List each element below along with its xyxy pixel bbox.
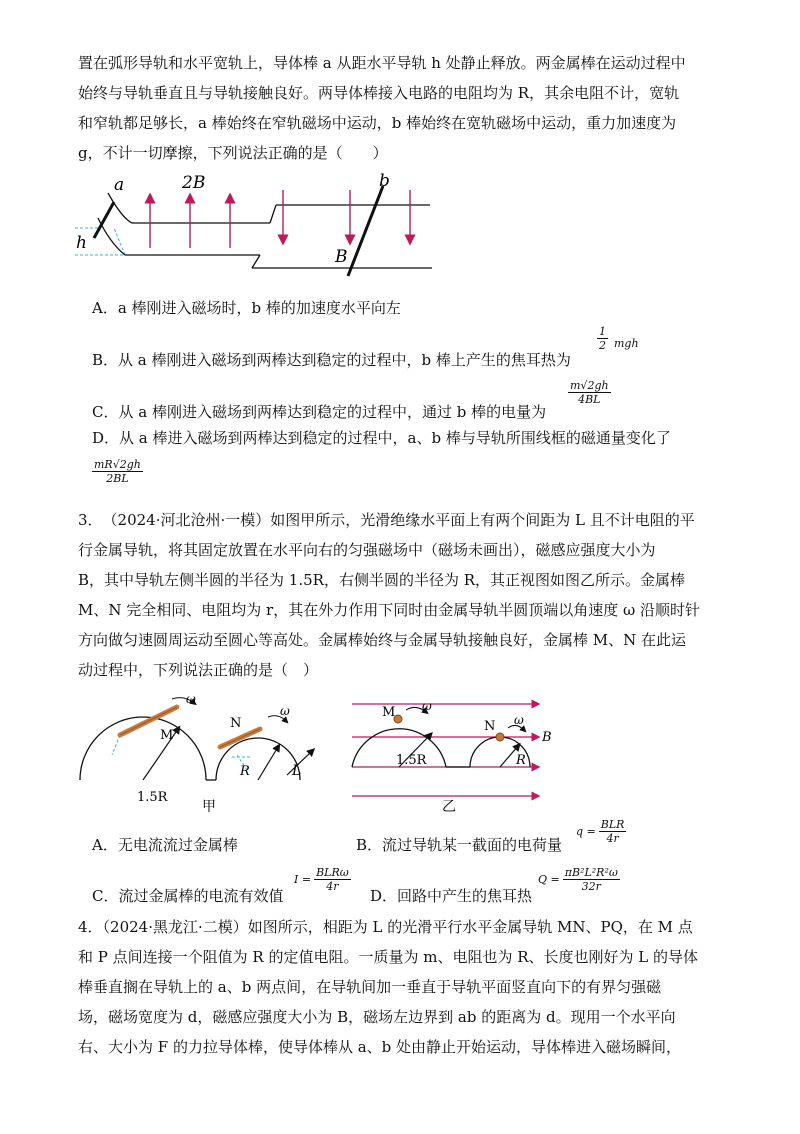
q2-option-B-frac: $\frac{1}{2}$ — [599, 325, 606, 352]
label-R: R — [240, 764, 250, 779]
label-2B: 2B — [182, 173, 206, 193]
caption-yi: 乙 — [442, 799, 456, 815]
label-omega-M-yi: ω — [422, 699, 432, 713]
q2-stem-line-2: 始终与导轨垂直且与导轨接触良好。两导体棒接入电路的电阻均为 R，其余电阻不计，宽轨 — [78, 84, 680, 102]
q2-stem-line-3: 和窄轨都足够长，a 棒始终在窄轨磁场中运动，b 棒始终在宽轨磁场中运动，重力加速度为 — [78, 114, 677, 132]
q2-option-B-tail: mgh — [614, 337, 639, 350]
label-b: b — [379, 171, 390, 191]
label-omega-M: ω — [186, 695, 196, 706]
rod-b — [348, 186, 383, 276]
q3-option-A[interactable]: A．无电流流过金属棒 — [92, 836, 238, 854]
rod-N-dot — [496, 733, 504, 741]
q3-option-D-eq: Q = $\frac{\text{πB²L²R²ω}}{32r}$ — [538, 866, 618, 893]
q3-option-B-eq: q = $\frac{\text{BLR}}{4r}$ — [576, 818, 625, 845]
q2-stem-line-4: g，不计一切摩擦，下列说法正确的是（ ） — [78, 144, 388, 162]
q3-option-C[interactable]: C．流过金属棒的电流有效值 — [92, 887, 284, 905]
q2-option-C-frac: $\frac{m√2gh}{4BL}$ — [570, 379, 609, 406]
q3-stem-line-6: 动过程中，下列说法正确的是（ ） — [78, 661, 319, 679]
label-h: h — [76, 233, 87, 253]
label-B: B — [335, 247, 348, 267]
q2-stem-line-1: 置在弧形导轨和水平宽轨上，导体棒 a 从距水平导轨 h 处静止释放。两金属棒在运动过程中 — [78, 54, 686, 72]
q2-rail-figure — [70, 168, 460, 288]
q3-option-D[interactable]: D．回路中产生的焦耳热 — [370, 887, 533, 905]
caption-jia: 甲 — [202, 799, 216, 815]
q2-option-C[interactable]: C．从 a 棒刚进入磁场到两棒达到稳定的过程中，通过 b 棒的电量为 — [92, 403, 547, 421]
q2-option-D[interactable]: D．从 a 棒进入磁场到两棒达到稳定的过程中，a、b 棒与导轨所围线框的磁通量变化了 — [92, 429, 671, 447]
q4-stem-line-1: 4．（2024·黑龙江·二模）如图所示，相距为 L 的光滑平行水平金属导轨 MN、PQ，在 M 点 — [78, 918, 693, 936]
q3-option-B[interactable]: B．流过导轨某一截面的电荷量 — [356, 836, 563, 854]
q4-stem-line-3: 棒垂直搁在导轨上的 a、b 两点间，在导轨间加一垂直于导轨平面竖直向下的有界匀强磁 — [78, 978, 662, 996]
q3-stem-line-4: M、N 完全相同、电阻均为 r，其在外力作用下同时由金属导轨半圆顶端以角速度 ω 沿顺时针 — [78, 601, 700, 619]
label-1.5R: 1.5R — [137, 790, 168, 805]
label-omega-N-yi: ω — [514, 713, 524, 727]
label-B-yi: B — [542, 730, 552, 745]
radius-arrow-small — [258, 747, 278, 780]
q3-stem-line-2: 行金属导轨，将其固定放置在水平向右的匀强磁场中（磁场未画出），磁感应强度大小为 — [78, 541, 656, 559]
q4-stem-line-4: 场，磁场宽度为 d，磁感应强度大小为 B，磁场左边界到 ab 的距离为 d。现用一个水平向 — [78, 1008, 676, 1026]
label-R-yi: R — [516, 753, 526, 768]
label-M-yi: M — [382, 705, 396, 720]
q3-stem-line-5: 方向做匀速圆周运动至圆心等高处。金属棒始终与金属导轨接触良好，金属棒 M、N 在此运 — [78, 631, 687, 649]
q4-stem-line-2: 和 P 点间连接一个阻值为 R 的定值电阻。一质量为 m、电阻也为 R、长度也刚好为 L 的导体 — [78, 948, 699, 966]
label-1.5R-yi: 1.5R — [396, 753, 427, 768]
q2-option-D-frac: $\frac{mR√2gh}{2BL}$ — [94, 458, 141, 485]
label-a: a — [114, 175, 125, 195]
q3-stem-line-1: 3． （2024·河北沧州·一模）如图甲所示，光滑绝缘水平面上有两个间距为 L 且不计电阻的平 — [78, 511, 695, 529]
label-M: M — [160, 728, 174, 743]
label-L: L — [292, 763, 302, 779]
label-omega-N: ω — [280, 704, 290, 718]
q2-option-B[interactable]: B．从 a 棒刚进入磁场到两棒达到稳定的过程中，b 棒上产生的焦耳热为 — [92, 351, 571, 369]
label-N: N — [230, 716, 242, 731]
rod-a — [94, 202, 114, 238]
q3-figure-yi — [346, 690, 558, 815]
label-N-yi: N — [484, 719, 496, 734]
q3-stem-line-3: B，其中导轨左侧半圆的半径为 1.5R，右侧半圆的半径为 R，其正视图如图乙所示。金属棒 — [78, 571, 686, 589]
q2-option-A[interactable]: A．a 棒刚进入磁场时，b 棒的加速度水平向左 — [92, 299, 401, 317]
q3-figure-jia — [72, 695, 334, 815]
q4-stem-line-5: 右、大小为 F 的力拉导体棒，使导体棒从 a、b 处由静止开始运动，导体棒进入磁场瞬间， — [78, 1038, 682, 1056]
q3-option-C-eq: I = $\frac{\text{BLRω}}{4r}$ — [294, 866, 349, 893]
